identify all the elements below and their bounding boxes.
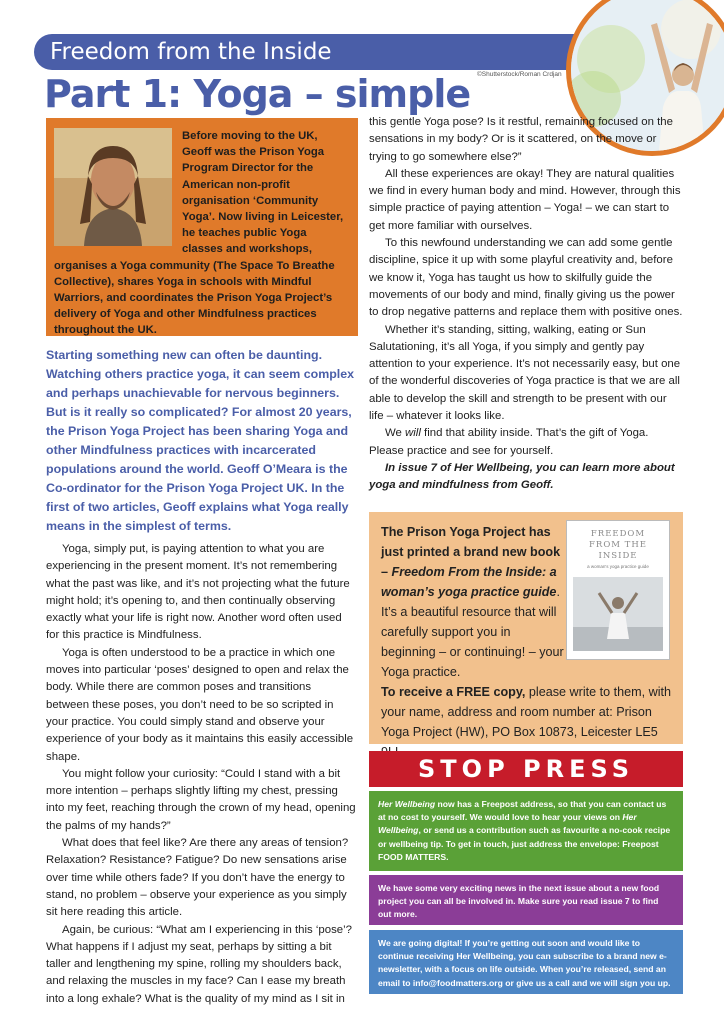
article-intro: Starting something new can often be daunting. Watching others practice yoga, it can seem complex and perhaps unachievable for nervous beginners. But is it really so complicated? For almost 20 years, the Prison Yoga Project has been sharing Yoga and other Mindfulness practices with incarcerated populations around the world. Geoff O’Meara is the Co-ordinator for the Prison Yoga Project UK. In the first of two articles, Geoff explains what Yoga really means in the simplest of terms. <box>46 348 355 533</box>
author-bio-text: Before moving to the UK, Geoff was the Prison Yoga Program Director for the American non-profit organisation ‘Community Yoga’. Now living in Leicester, he teaches public Yoga classes and workshops, organises a Yoga community (The Space To Breathe Collective), shares Yoga in schools with Mindful Warriors, and coordinates the Prison Yoga Project’s delivery of Yoga and other Mindfulness practices throughout the UK. <box>54 130 344 337</box>
author-bio-box <box>46 118 358 336</box>
photo-credit: ©Shutterstock/Roman Crdjan <box>477 71 562 78</box>
page-title: Part 1: Yoga – simple <box>44 72 471 116</box>
book-cover-subtitle: a woman's yoga practice guide <box>587 564 649 569</box>
body-paragraph: Again, be curious: “What am I experiencing in this ‘pose’? What happens if I adjust my seat, perhaps by sitting a bit taller and lengthening my spine, rolling my shoulders back, and relaxing the muscles in my face? Can I ease my breath into a long exhale? What is the quality of my mind as I sit in <box>46 923 352 1005</box>
stop-press-heading: STOP PRESS <box>369 751 683 787</box>
author-photo <box>54 128 172 246</box>
publication-name: Her Wellbeing <box>378 812 637 836</box>
book-dash: – <box>381 565 392 579</box>
right-column-body <box>369 114 683 495</box>
book-promo-text <box>381 522 565 682</box>
body-paragraph: To this newfound understanding we can add some gentle discipline, spice it up with some playful creativity and, before we know it, Yoga has taught us how to skilfully guide the movements of our body and mind, finally giving us the power to drop negative patterns and replace them with positive ones. <box>369 237 683 319</box>
body-paragraph: All these experiences are okay! They are natural qualities we find in every human body and mind. However, through this simple practice of paying attention – Yoga! – we can start to get more familiar with ourselves. <box>369 167 681 232</box>
will-post: find that ability inside. That’s the gift of Yoga. Please practice and see for yourself. <box>369 427 649 457</box>
book-offer <box>381 682 671 762</box>
stop-press-item-freepost <box>369 791 683 871</box>
series-title: Freedom from the Inside <box>50 39 332 65</box>
body-paragraph <box>369 425 683 460</box>
will-pre: We <box>385 427 406 440</box>
book-cover-title: FREEDOM FROM THE INSIDE <box>589 529 647 561</box>
left-column-body <box>46 541 356 1008</box>
body-paragraph: What does that feel like? Are there any areas of tension? Relaxation? Resistance? Fatigue? Do new sensations arise over time while others fade? If you don’t have the energy to stand, no problem – observe your experience as you simply sit here reading this article. <box>46 837 349 919</box>
publication-name: Her Wellbeing <box>378 799 436 809</box>
stop-press-item-news: We have some very exciting news in the next issue about a new food project you can all be involved in. Make sure you read issue 7 to find out more. <box>369 875 683 925</box>
book-offer-bold: To receive a FREE copy, <box>381 685 526 699</box>
body-paragraph: Whether it’s standing, sitting, walking, eating or Sun Salutationing, it’s all Yoga, if you simply and gently pay attention to your experience. It’s not necessarily easy, but one of the wonderful discoveries of Yoga practice is that we are all able to develop the skill and strength to be present with our life – whatever it looks like. <box>369 323 681 423</box>
book-title: Freedom From the Inside: a woman’s yoga practice guide <box>381 565 557 599</box>
freepost-text-2: , or send us a contribution such as favourite a no-cook recipe or wellbeing tip. To get in touch, just address the envelope: Freepost FOOD MATTERS. <box>378 825 671 862</box>
closing-note-text: In issue 7 of Her Wellbeing, you can learn more about yoga and mindfulness from Geoff. <box>369 461 675 492</box>
body-paragraph: You might follow your curiosity: “Could I stand with a bit more intention – perhaps slightly lifting my chest, pressing into my feet, reaching through the crown of my head, opening the palms of my hands?” <box>46 767 356 832</box>
body-paragraph: Yoga, simply put, is paying attention to what you are experiencing in the present moment. It’s not remembering what the past was like, and it’s not projecting what the future might hold; it’s opening to, and then continually observing exactly what your life is right now. Another word often used for this practice is Mindfulness. <box>46 543 350 642</box>
author-portrait-illustration <box>54 128 172 246</box>
body-paragraph: Yoga is often understood to be a practice in which one moves into particular ‘poses’ designed to open and relax the body. While there are common poses and transitions between these poses, you don’t need to be so scripted in your practice. You could simply stand and observe your experience of your body as it maintains this easily accessible shape. <box>46 646 354 763</box>
freepost-text-1: now has a Freepost address, so that you can contact us at no cost to yourself. We would love to hear your views on <box>378 799 667 823</box>
stop-press-item-digital: We are going digital! If you’re getting out soon and would like to continue receiving Her Wellbeing, you can subscribe to a brand new e-newsletter, with a focus on life outside. When you’re released, send an email to info@foodmatters.org or give us a call and we will sign you up. <box>369 930 683 994</box>
book-cover-image <box>566 520 670 660</box>
book-lead: The Prison Yoga Project has just printed a brand new book <box>381 525 561 559</box>
will-emphasis: will <box>405 427 421 440</box>
continued-paragraph: this gentle Yoga pose? Is it restful, remaining focused on the sensations in my body? Or is it scattered, on the move or trying to go somewhere else?” <box>369 116 673 163</box>
book-cover-art <box>567 569 669 659</box>
book-description: . It’s a beautiful resource that will carefully support you in beginning – or continuing! – your Yoga practice. <box>381 585 564 679</box>
book-offer-address: please write to them, with your name, address and room number at: Prison Yoga Project (HW), PO Box 10873, Leicester LE5 <box>381 685 672 739</box>
closing-note <box>369 460 683 495</box>
